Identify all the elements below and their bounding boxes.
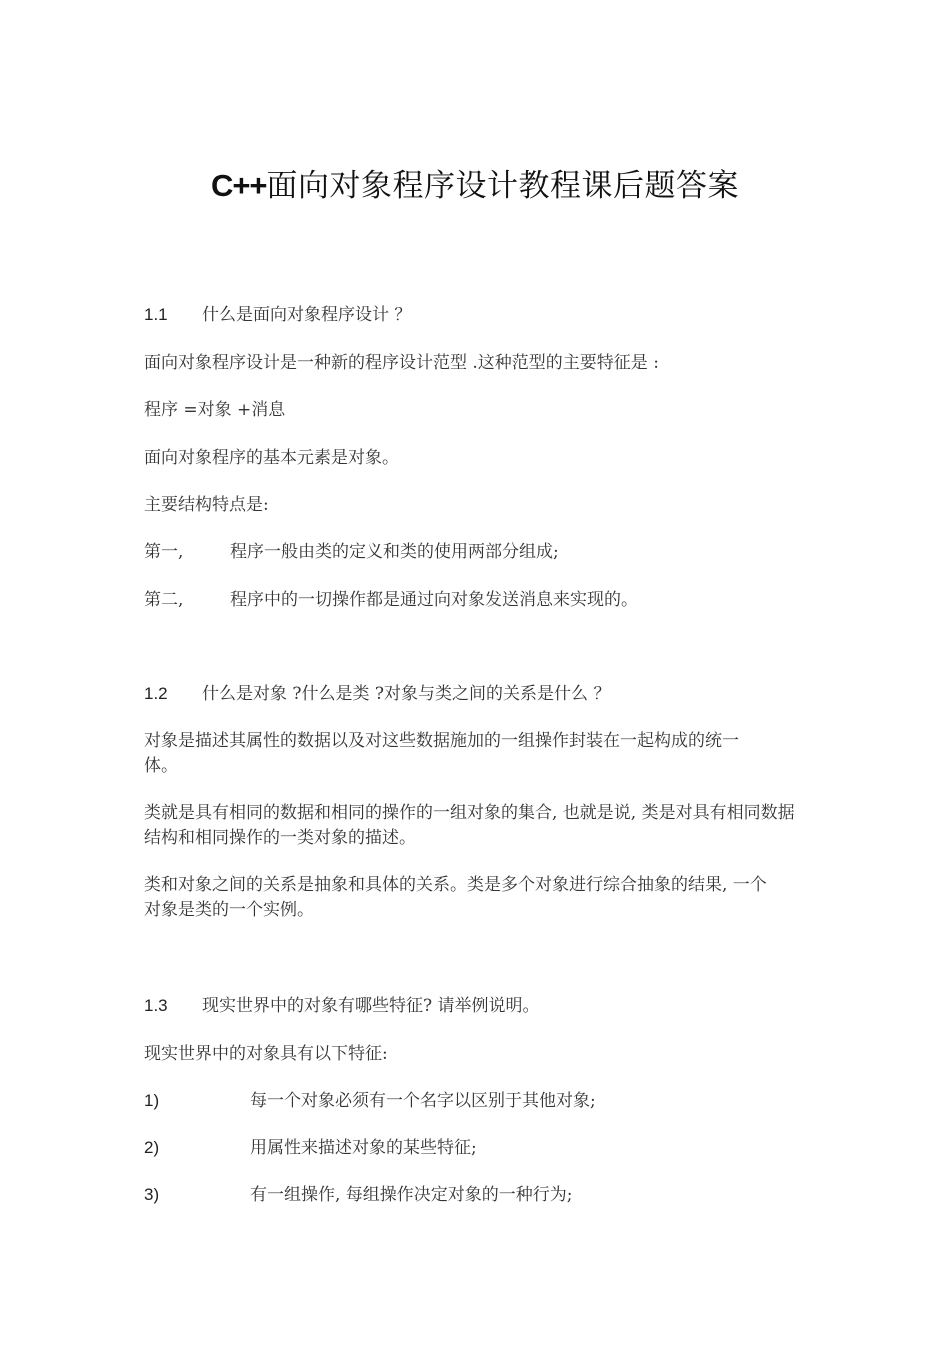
answer-paragraph: 类和对象之间的关系是抽象和具体的关系。类是多个对象进行综合抽象的结果, 一个对象是类的一个实例。 — [144, 875, 767, 920]
answer-line: 程序 =对象 +消息 — [144, 400, 286, 420]
point-item — [144, 539, 559, 565]
point-item — [144, 587, 638, 613]
question-text: 什么是对象 ?什么是类 ?对象与类之间的关系是什么 ？ — [202, 684, 611, 704]
question-text: 什么是面向对象程序设计 ？ — [202, 305, 412, 325]
question-text: 现实世界中的对象有哪些特征? 请举例说明。 — [202, 996, 540, 1016]
title-rest: 面向对象程序设计教程课后题答案 — [266, 168, 740, 204]
question-number: 1.3 — [144, 996, 168, 1015]
list-number: 1) — [144, 1091, 160, 1110]
list-item — [144, 1088, 596, 1114]
question-number: 1.2 — [144, 684, 168, 703]
point-label: 第二, — [144, 590, 184, 610]
list-number: 2) — [144, 1138, 160, 1157]
title-latin: C++ — [210, 168, 267, 203]
question-1-1 — [144, 302, 411, 328]
list-number: 3) — [144, 1185, 160, 1204]
point-text: 程序中的一切操作都是通过向对象发送消息来实现的。 — [230, 590, 638, 610]
list-text: 用属性来描述对象的某些特征; — [250, 1138, 477, 1158]
list-item — [144, 1135, 477, 1161]
answer-line: 面向对象程序设计是一种新的程序设计范型 .这种范型的主要特征是 : — [144, 353, 659, 373]
page-title — [0, 160, 950, 205]
point-text: 程序一般由类的定义和类的使用两部分组成; — [230, 542, 559, 562]
question-number: 1.1 — [144, 305, 168, 324]
list-text: 有一组操作, 每组操作决定对象的一种行为; — [250, 1185, 573, 1205]
point-label: 第一, — [144, 542, 184, 562]
answer-paragraph: 对象是描述其属性的数据以及对这些数据施加的一组操作封装在一起构成的统一体。 — [144, 731, 739, 776]
answer-line: 主要结构特点是: — [144, 495, 269, 515]
question-1-2 — [144, 681, 610, 707]
answer-line: 现实世界中的对象具有以下特征: — [144, 1044, 388, 1064]
answer-line: 面向对象程序的基本元素是对象。 — [144, 448, 399, 468]
answer-paragraph: 类就是具有相同的数据和相同的操作的一组对象的集合, 也就是说, 类是对具有相同数据结构和相同操作的一类对象的描述。 — [144, 803, 795, 848]
question-1-3 — [144, 993, 540, 1019]
list-text: 每一个对象必须有一个名字以区别于其他对象; — [250, 1091, 596, 1111]
list-item — [144, 1182, 573, 1208]
